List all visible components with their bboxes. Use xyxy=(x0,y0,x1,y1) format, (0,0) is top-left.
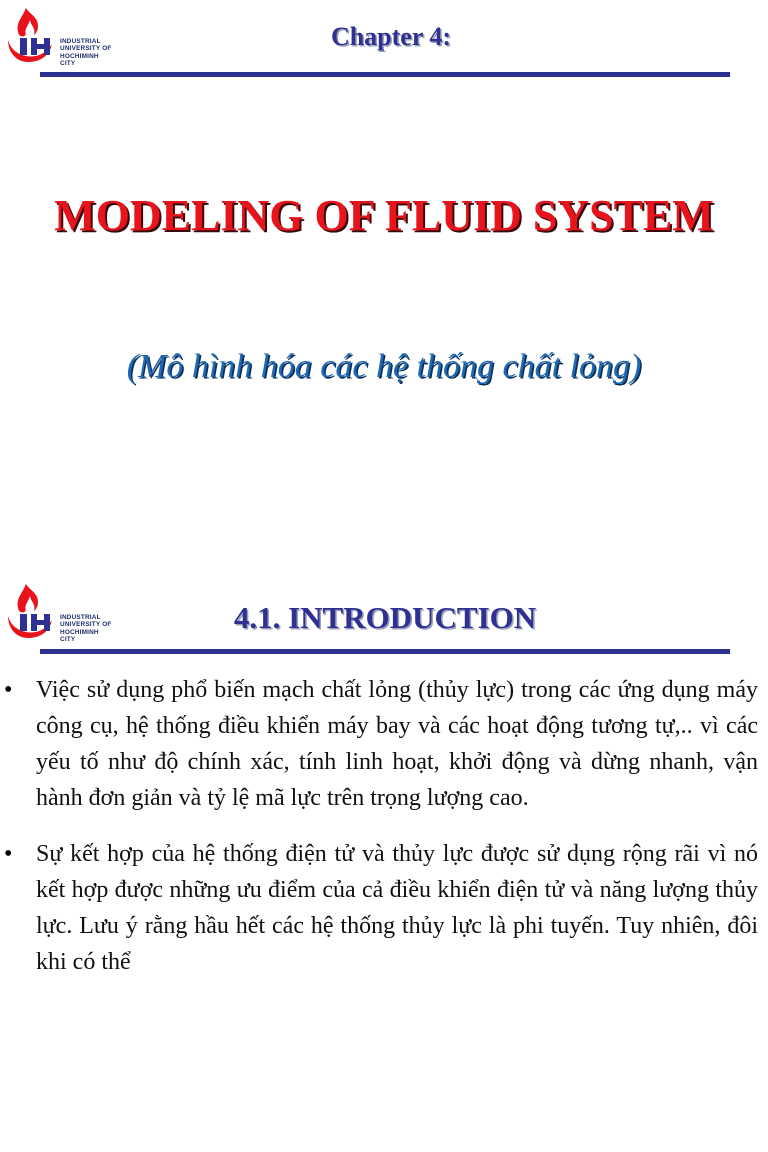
logo-line-3: HOCHIMINH CITY xyxy=(60,52,99,68)
bullet-item xyxy=(0,836,768,980)
bullet-icon: • xyxy=(4,841,13,867)
logo-line-2: UNIVERSITY OF xyxy=(60,45,112,53)
slide-subtitle: (Mô hình hóa các hệ thống chất lỏng) xyxy=(126,348,642,385)
bullet-list xyxy=(0,672,768,1000)
logo-line-2: UNIVERSITY OF xyxy=(60,621,112,629)
bullet-text: Sự kết hợp của hệ thống điện tử và thủy lực được sử dụng rộng rãi vì nó kết hợp được những ưu điểm của cả điều khiển điện tử và năng lượng thủy lực. Lưu ý rằng hầu hết các hệ thống thủy lực là phi tuyến. Tuy nhiên, đôi khi có thể xyxy=(36,841,758,975)
introduction-slide xyxy=(0,576,768,1152)
chapter-heading: Chapter 4: xyxy=(330,22,452,51)
logo-line-1: INDUSTRIAL xyxy=(60,38,101,45)
bullet-text: Việc sử dụng phổ biến mạch chất lỏng (thủy lực) trong các ứng dụng máy công cụ, hệ thống điều khiển máy bay và các hoạt động tương tự,.. vì các yếu tố như độ chính xác, tính linh hoạt, khởi động và dừng nhanh, vận hành đơn giản và tỷ lệ mã lực trên trọng lượng cao. xyxy=(36,677,758,811)
header-divider xyxy=(40,649,730,654)
bullet-item xyxy=(0,672,768,816)
header-divider xyxy=(40,72,730,77)
bullet-icon: • xyxy=(4,677,13,703)
section-heading: 4.1. INTRODUCTION xyxy=(233,600,537,635)
logo-line-3: HOCHIMINH CITY xyxy=(60,628,99,644)
slide-title: MODELING OF FLUID SYSTEM xyxy=(54,191,714,240)
logo-line-1: INDUSTRIAL xyxy=(60,614,101,621)
